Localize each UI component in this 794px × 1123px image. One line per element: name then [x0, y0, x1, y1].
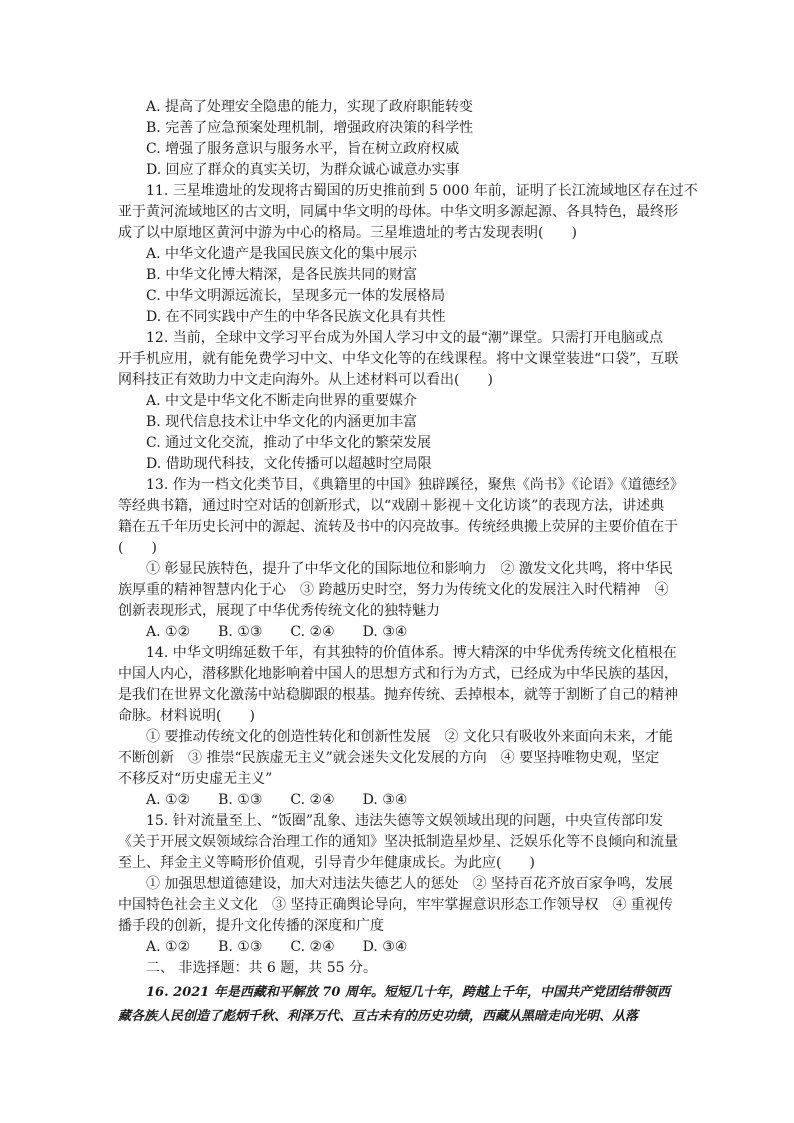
- q11-option-a: A. 中华文化遗产是我国民族文化的集中展示: [146, 246, 418, 262]
- q13-stem-line: 籍在五千年历史长河中的源起、流转及书中的闪亮故事。传统经典搬上荧屏的主要价值在于: [118, 519, 678, 535]
- q12-stem-line: 12. 当前，全球中文学习平台成为外国人学习中文的最“潮”课堂。只需打开电脑或点: [146, 330, 664, 346]
- q11-stem-line: 亚于黄河流域地区的古文明，同属中华文明的母体。中华文明多源起源、各具特色，最终形: [118, 204, 678, 220]
- q12-option-c: C. 通过文化交流，推动了中华文化的繁荣发展: [146, 435, 432, 451]
- q13-choices: A. ①② B. ①③ C. ②④ D. ③④: [146, 624, 408, 640]
- q10-option-c: C. 增强了服务意识与服务水平，旨在树立政府权威: [146, 141, 460, 157]
- q14-stem-line: 14. 中华文明绵延数千年，有其独特的价值体系。博大精深的中华优秀传统文化植根在: [146, 645, 677, 661]
- q13-stem-line: 13. 作为一档文化类节目，《典籍里的中国》独辟蹊径，聚焦《尚书》《论语》《道德经》: [146, 477, 684, 493]
- q14-item-line: 不断创新 ③ 推崇“民族虚无主义”就会迷失文化发展的方向 ④ 要坚持唯物史观，坚定: [118, 750, 660, 766]
- section-heading: 二、 非选择题：共 6 题，共 55 分。: [146, 960, 377, 976]
- q13-item-line: 创新表现形式，展现了中华优秀传统文化的独特魅力: [118, 603, 440, 619]
- q11-option-b: B. 中华文化博大精深，是各民族共同的财富: [146, 267, 418, 283]
- q14-stem-line: 命脉。材料说明( ): [118, 708, 255, 724]
- q15-item-line: 播手段的创新，提升文化传播的深度和广度: [118, 918, 384, 934]
- q12-option-a: A. 中文是中华文化不断走向世界的重要媒介: [146, 393, 418, 409]
- q16-stem-line: 16. 2021 年是西藏和平解放 70 周年。短短几十年，跨越上千年，中国共产党团结带领西: [146, 985, 670, 1000]
- q12-option-d: D. 借助现代科技，文化传播可以超越时空局限: [146, 456, 432, 472]
- q11-stem-line: 11. 三星堆遗址的发现将古蜀国的历史推前到 5 000 年前，证明了长江流域地区存在过不: [146, 183, 698, 199]
- q15-stem-line: 《关于开展文娱领域综合治理工作的通知》坚决抵制造星炒星、泛娱乐化等不良倾向和流量: [118, 834, 678, 850]
- q16-stem-line: 藏各族人民创造了彪炳千秋、利泽万代、亘古未有的历史功绩，西藏从黑暗走向光明、从落: [118, 1009, 639, 1024]
- q15-item-line: 中国特色社会主义文化 ③ 坚持正确舆论导向，牢牢掌握意识形态工作领导权 ④ 重视传: [118, 897, 673, 913]
- q12-stem-line: 开手机应用，就有能免费学习中文、中华文化等的在线课程。将中文课堂装进“口袋”，互联: [118, 351, 678, 367]
- q14-stem-line: 中国人内心，潜移默化地影响着中国人的思想方式和行为方式，已经成为中华民族的基因，: [118, 666, 678, 682]
- q11-stem-line: 成了以中原地区黄河中游为中心的格局。三星堆遗址的考古发现表明( ): [118, 225, 577, 241]
- q11-option-d: D. 在不同实践中产生的中华各民族文化具有共性: [146, 309, 446, 325]
- q13-stem-line: ( ): [118, 540, 157, 556]
- q15-stem-line: 15. 针对流量至上、“饭圈”乱象、违法失德等文娱领域出现的问题，中央宣传部印发: [146, 813, 664, 829]
- q13-item-line: ① 彰显民族特色，提升了中华文化的国际地位和影响力 ② 激发文化共鸣，将中华民: [146, 561, 673, 577]
- q15-choices: A. ①② B. ①③ C. ②④ D. ③④: [146, 939, 408, 955]
- q14-choices: A. ①② B. ①③ C. ②④ D. ③④: [146, 792, 408, 808]
- q13-item-line: 族厚重的精神智慧内化于心 ③ 跨越历史时空，努力为传统文化的发展注入时代精神 ④: [118, 582, 669, 598]
- q11-option-c: C. 中华文明源远流长，呈现多元一体的发展格局: [146, 288, 446, 304]
- q14-item-line: 不移反对“历史虚无主义”: [118, 771, 273, 787]
- q14-item-line: ① 要推动传统文化的创造性转化和创新性发展 ② 文化只有吸收外来面向未来，才能: [146, 729, 673, 745]
- q12-stem-line: 网科技正有效助力中文走向海外。从上述材料可以看出( ): [118, 372, 493, 388]
- q14-stem-line: 是我们在世界文化激荡中站稳脚跟的根基。抛弃传统、丢掉根本，就等于割断了自己的精神: [118, 687, 678, 703]
- q15-stem-line: 至上、拜金主义等畸形价值观，引导青少年健康成长。为此应( ): [118, 855, 535, 871]
- q12-option-b: B. 现代信息技术让中华文化的内涵更加丰富: [146, 414, 418, 430]
- q10-option-d: D. 回应了群众的真实关切，为群众诚心诚意办实事: [146, 162, 460, 178]
- q10-option-b: B. 完善了应急预案处理机制，增强政府决策的科学性: [146, 120, 474, 136]
- q10-option-a: A. 提高了处理安全隐患的能力，实现了政府职能转变: [146, 99, 474, 115]
- q15-item-line: ① 加强思想道德建设，加大对违法失德艺人的惩处 ② 坚持百花齐放百家争鸣，发展: [146, 876, 673, 892]
- q13-stem-line: 等经典书籍，通过时空对话的创新形式，以“戏剧＋影视＋文化访谈”的表现方法，讲述典: [118, 498, 665, 514]
